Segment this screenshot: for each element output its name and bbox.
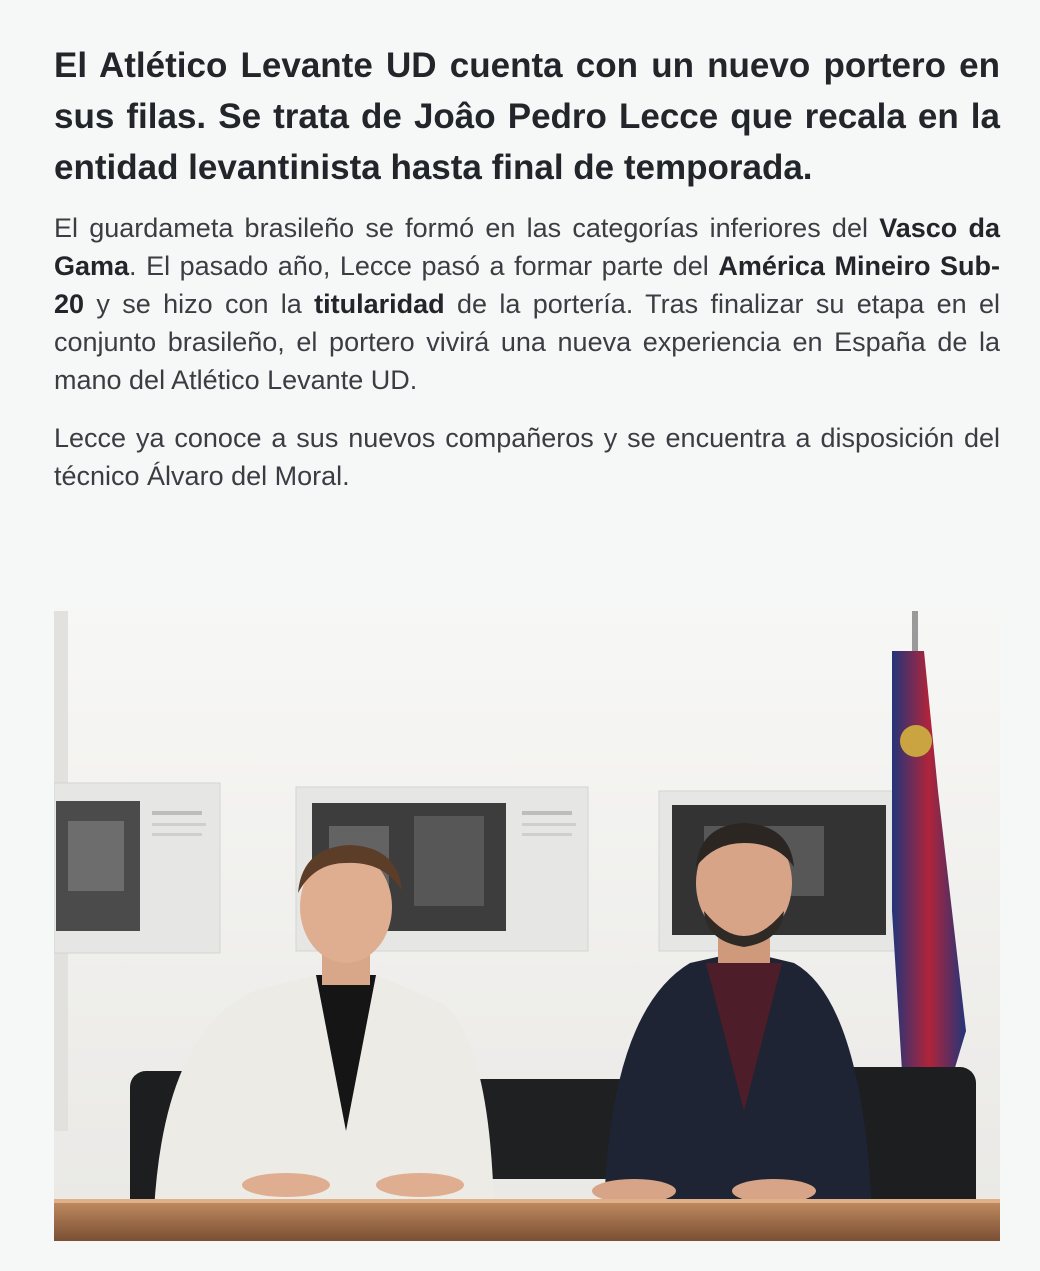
signing-photo-illustration — [54, 611, 1000, 1241]
paragraph-text: El guardameta brasileño se formó en las categorías inferiores del — [54, 213, 880, 243]
keyword-titularidad: titularidad — [314, 289, 445, 319]
paragraph-text: de la portería. Tras finalizar su etapa en el conjunto brasileño, el portero vivirá una nueva experiencia en España de la mano del Atlético Levante UD. — [54, 289, 1000, 395]
meeting-table — [54, 1199, 1000, 1241]
paragraph-text: y se hizo con la — [84, 289, 315, 319]
article-paragraph-2: Lecce ya conoce a sus nuevos compañeros y se encuentra a disposición del técnico Álvaro del Moral. — [54, 423, 1000, 491]
article-paragraph-1 — [54, 209, 1000, 399]
club-america-mineiro: América Mineiro Sub-20 — [54, 251, 1000, 319]
article — [54, 0, 1000, 495]
article-photo — [54, 611, 1000, 1241]
paragraph-text: . El pasado año, Lecce pasó a formar parte del — [129, 251, 719, 281]
club-vasco-da-gama: Vasco da Gama — [54, 213, 1001, 281]
wall-frame-left — [54, 783, 220, 953]
article-lead: El Atlético Levante UD cuenta con un nuevo portero en sus filas. Se trata de Joâo Pedro Lecce que recala en la entidad levantinista hasta final de temporada. — [54, 46, 1000, 187]
